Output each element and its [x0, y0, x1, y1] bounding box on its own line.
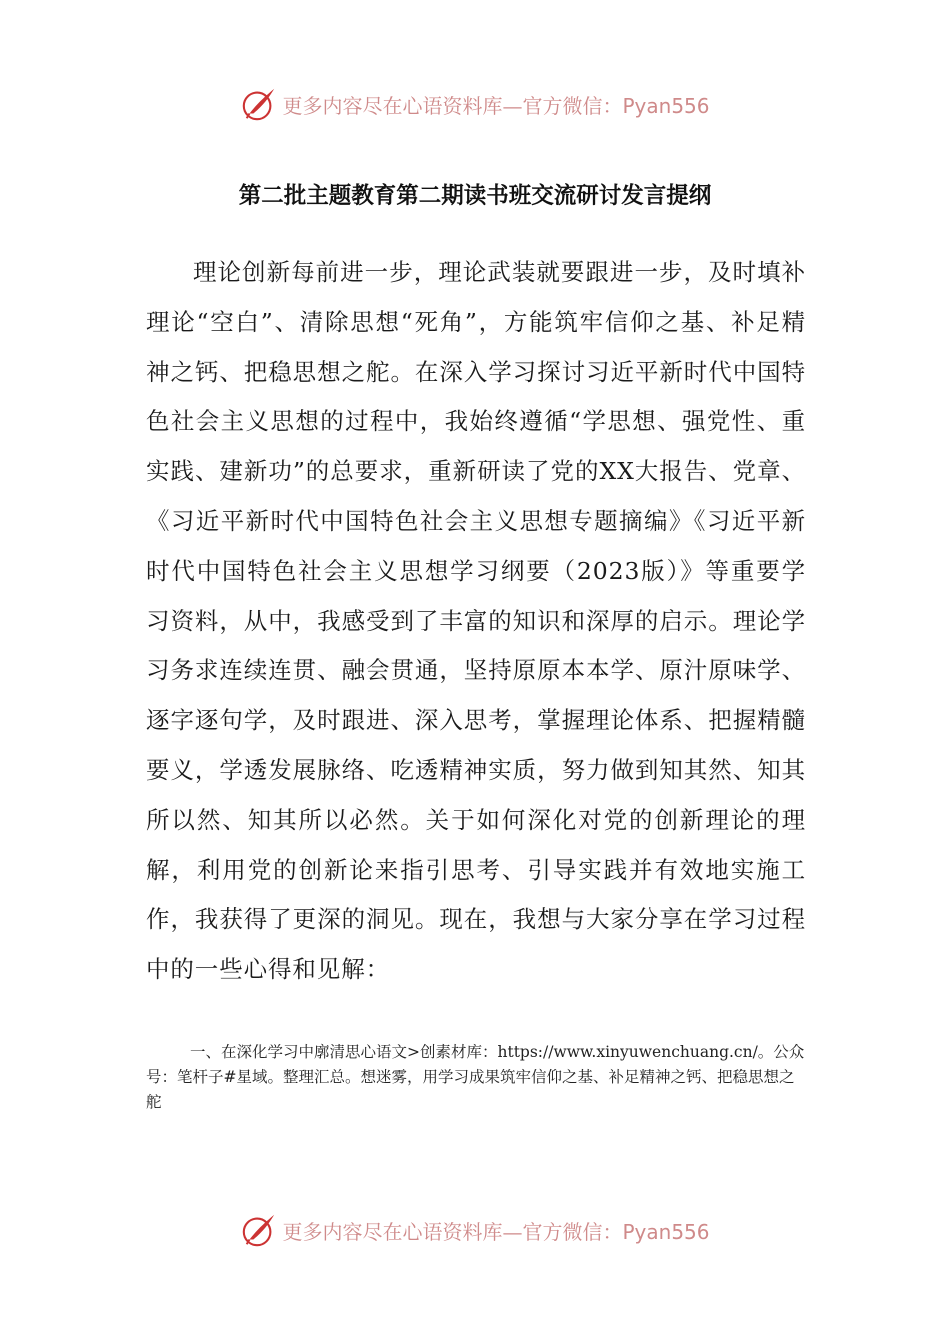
- body-paragraph: 理论创新每前进一步，理论武装就要跟进一步，及时填补理论“空白”、清除思想“死角”，方能筑牢信仰之基、补足精神之钙、把稳思想之舵。在深入学习探讨习近平新时代中国特色社会主义思想的过程中，我始终遵循“学思想、强党性、重实践、建新功”的总要求，重新研读了党的XX大报告、党章、《习近平新时代中国特色社会主义思想专题摘编》《习近平新时代中国特色社会主义思想学习纲要（2023版）》等重要学习资料，从中，我感受到了丰富的知识和深厚的启示。理论学习务求连续连贯、融会贯通，坚持原原本本学、原汁原味学、逐字逐句学，及时跟进、深入思考，掌握理论体系、把握精髓要义，学透发展脉络、吃透精神实质，努力做到知其然、知其所以然、知其所以必然。关于如何深化对党的创新理论的理解，利用党的创新论来指引思考、引导实践并有效地实施工作，我获得了更深的洞见。现在，我想与大家分享在学习过程中的一些心得和见解：: [146, 258, 806, 984]
- wechat-id: Pyan556: [622, 1219, 710, 1244]
- banner-text: 更多内容尽在心语资料库—官方微信：Pyan556: [282, 93, 710, 118]
- quill-pen-logo-icon: [240, 1211, 278, 1249]
- banner-text: 更多内容尽在心语资料库—官方微信：Pyan556: [282, 1219, 710, 1244]
- header-banner: [0, 82, 950, 126]
- document-title: 第二批主题教育第二期读书班交流研讨发言提纲: [238, 183, 712, 209]
- footer-banner: [0, 1208, 950, 1252]
- footnote: 一、在深化学习中廓清思心语文>创素材库：https://www.xinyuwenchuang.cn/。公众号：笔杆子#星域。整理汇总。想迷雾，用学习成果筑牢信仰之基、补足精神之钙、把稳思想之舵: [146, 1043, 805, 1111]
- quill-pen-logo-icon: [240, 85, 278, 123]
- wechat-id: Pyan556: [622, 93, 710, 118]
